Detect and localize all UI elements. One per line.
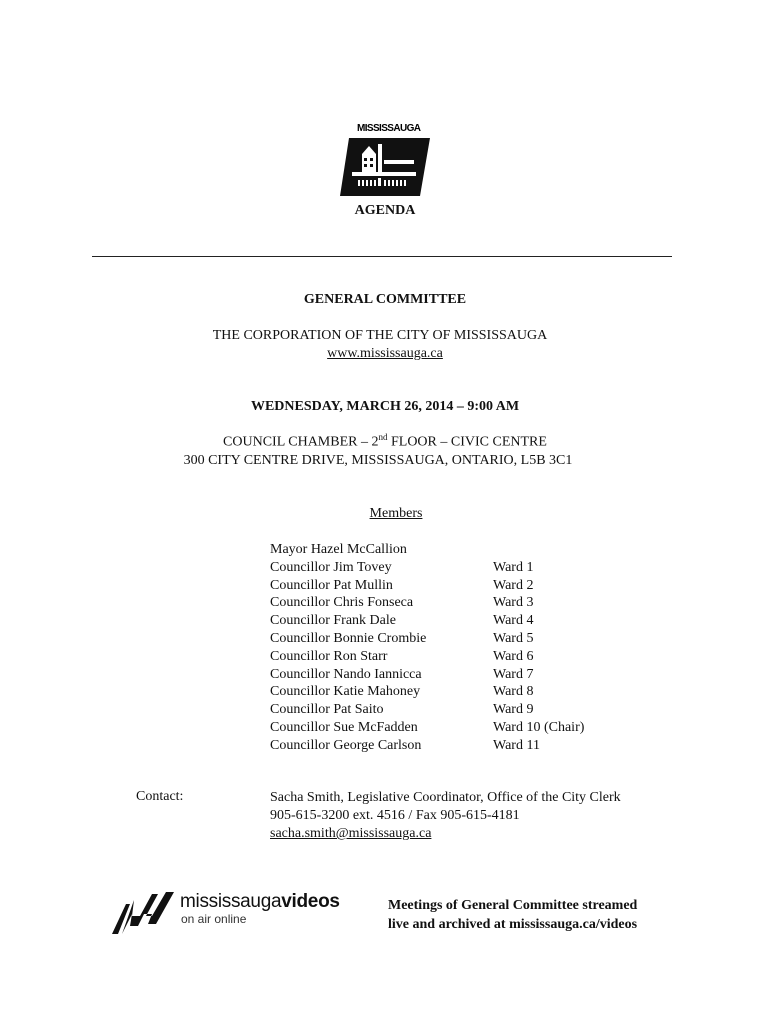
member-row — [270, 612, 584, 630]
mississauga-videos-logo — [112, 890, 352, 940]
videos-tagline: on air online — [181, 912, 247, 926]
member-ward: Ward 8 — [493, 684, 534, 700]
member-ward: Ward 5 — [493, 630, 534, 646]
videos-wordmark — [180, 891, 340, 913]
member-ward: Ward 6 — [493, 648, 534, 664]
location-sup: nd — [378, 432, 388, 442]
member-name: Mayor Hazel McCallion — [270, 542, 407, 557]
member-name: Councillor Katie Mahoney — [270, 684, 421, 700]
contact-email-link[interactable]: sacha.smith@mississauga.ca — [270, 826, 432, 841]
member-ward: Ward 10 (Chair) — [493, 719, 585, 735]
member-row — [270, 737, 584, 755]
mv-mark-icon — [112, 890, 178, 936]
member-ward: Ward 11 — [493, 737, 540, 753]
videos-name-bold: videos — [281, 891, 340, 912]
stream-note — [388, 896, 637, 934]
member-row — [270, 648, 584, 666]
members-list — [270, 541, 584, 755]
member-ward: Ward 1 — [493, 559, 534, 575]
member-row — [270, 630, 584, 648]
members-heading-line — [11, 506, 770, 522]
location-post: FLOOR – CIVIC CENTRE — [387, 434, 547, 450]
member-ward: Ward 3 — [493, 595, 534, 611]
member-row — [270, 559, 584, 577]
divider — [92, 256, 672, 257]
stream-line-1: Meetings of General Committee streamed — [388, 898, 638, 913]
member-name: Councillor Bonnie Crombie — [270, 630, 427, 646]
member-name: Councillor Jim Tovey — [270, 559, 392, 575]
member-row — [270, 683, 584, 701]
agenda-title: AGENDA — [354, 203, 416, 218]
website-line — [0, 346, 770, 362]
meeting-address: 300 CITY CENTRE DRIVE, MISSISSAUGA, ONTARIO, L5B 3C1 — [183, 453, 573, 468]
contact-label: Contact: — [136, 789, 184, 804]
contact-name-line: Sacha Smith, Legislative Coordinator, Office of the City Clerk — [270, 790, 621, 805]
member-name: Councillor Nando Iannicca — [270, 666, 422, 682]
meeting-datetime: WEDNESDAY, MARCH 26, 2014 – 9:00 AM — [250, 399, 520, 414]
corporation-name: THE CORPORATION OF THE CITY OF MISSISSAUGA — [212, 328, 548, 343]
committee-title: GENERAL COMMITTEE — [303, 292, 467, 307]
contact-phone-line: 905-615-3200 ext. 4516 / Fax 905-615-4181 — [270, 808, 520, 823]
member-row — [270, 541, 584, 559]
member-name: Councillor Ron Starr — [270, 648, 388, 664]
member-row — [270, 577, 584, 595]
member-name: Councillor Sue McFadden — [270, 719, 418, 735]
member-row — [270, 701, 584, 719]
member-row — [270, 719, 584, 737]
member-ward: Ward 2 — [493, 577, 534, 593]
logo-wordmark: MISSISSAUGA — [357, 123, 421, 134]
members-heading: Members — [369, 506, 423, 521]
member-ward: Ward 7 — [493, 666, 534, 682]
member-ward: Ward 4 — [493, 613, 534, 629]
contact-details — [270, 789, 621, 843]
member-row — [270, 666, 584, 684]
stream-line-2: live and archived at mississauga.ca/videos — [388, 917, 638, 932]
videos-name-light: mississauga — [180, 891, 282, 912]
meeting-location — [0, 432, 770, 451]
member-row — [270, 594, 584, 612]
member-name: Councillor Chris Fonseca — [270, 595, 414, 611]
city-hall-icon — [340, 136, 432, 198]
city-logo — [330, 123, 434, 198]
website-link[interactable]: www.mississauga.ca — [327, 346, 443, 361]
member-ward: Ward 9 — [493, 702, 534, 718]
member-name: Councillor Pat Mullin — [270, 577, 393, 593]
member-name: Councillor George Carlson — [270, 737, 422, 753]
member-name: Councillor Frank Dale — [270, 613, 396, 629]
member-name: Councillor Pat Saito — [270, 702, 384, 718]
location-pre: COUNCIL CHAMBER – 2 — [223, 434, 379, 450]
